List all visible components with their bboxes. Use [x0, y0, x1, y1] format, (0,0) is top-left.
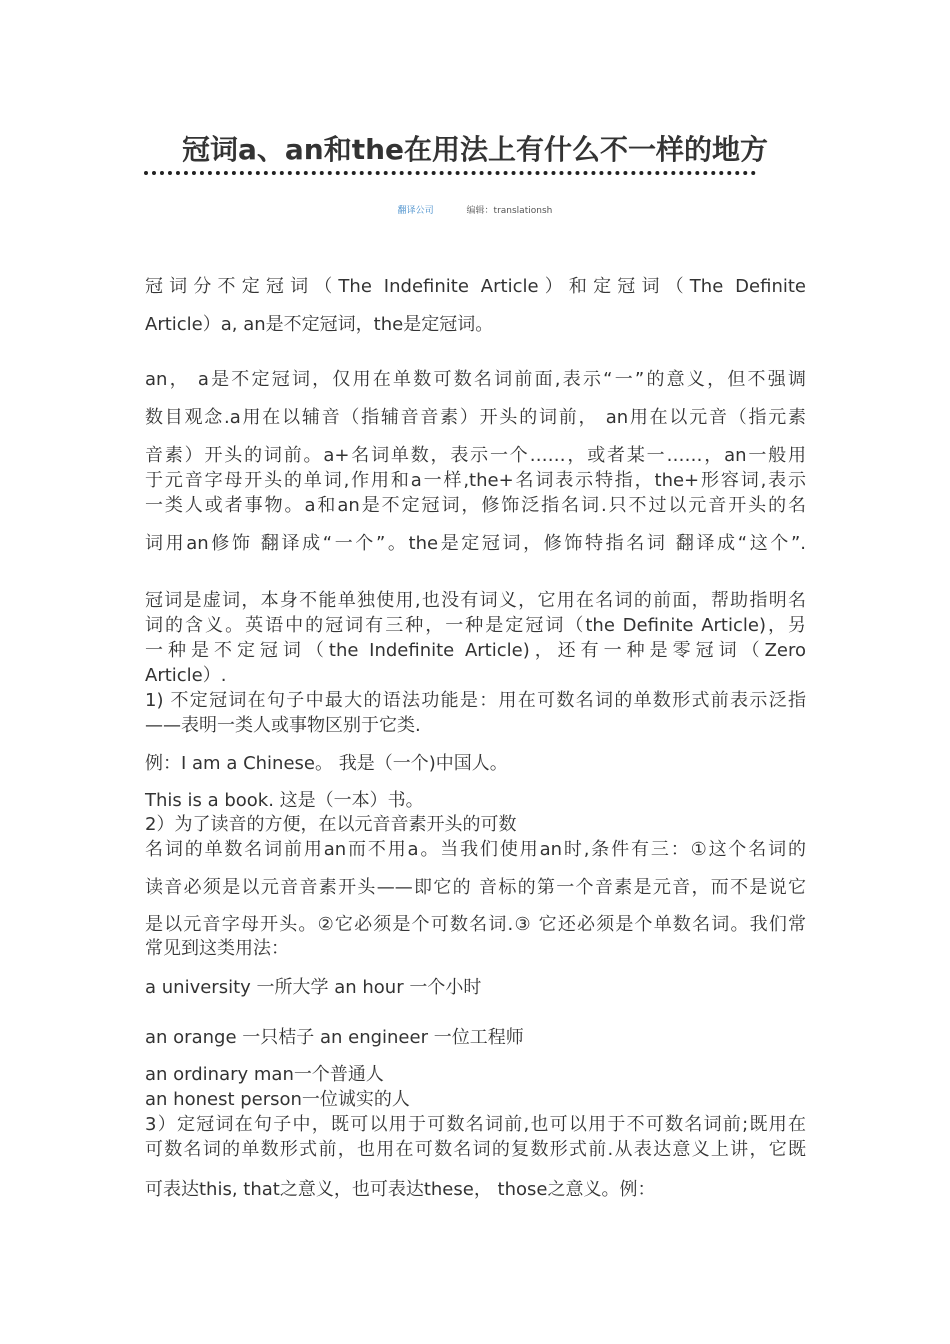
text-line: 冠词是虚词，本身不能单独使用,也没有词义，它用在名词的前面，帮助指明名	[145, 590, 806, 611]
text-line: a university 一所大学 an hour 一个小时	[145, 977, 482, 998]
paragraph	[145, 1024, 806, 1052]
paragraph	[145, 787, 806, 961]
text-line: ——表明一类人或事物区别于它类.	[145, 715, 421, 736]
text-line: Article）a, an是不定冠词，the是定冠词。	[145, 314, 494, 335]
paragraph	[145, 588, 806, 738]
text-line: 词用an修饰 翻译成“一个”。the是定冠词，修饰特指名词 翻译成“这个”.	[145, 533, 806, 554]
text-line: 于元音字母开头的单词,作用和a一样,the+名词表示特指，the+形容词,表示	[145, 470, 806, 491]
text-line: 冠词分不定冠词（The Indefinite Article）和定冠词（The Definite	[145, 276, 806, 297]
text-line: 数目观念.a用在以辅音（指辅音音素）开头的词前， an用在以元音（指元素	[145, 407, 806, 428]
text-line: an ordinary man一个普通人	[145, 1064, 384, 1085]
paragraph	[145, 268, 806, 344]
paragraph	[145, 750, 806, 778]
text-line: 音素）开头的词前。a+名词单数，表示一个……，或者某一……，an一般用	[145, 445, 806, 466]
text-line: 1) 不定冠词在句子中最大的语法功能是：用在可数名词的单数形式前表示泛指	[145, 690, 806, 711]
text-line: 名词的单数名词前用an而不用a。当我们使用an时,条件有三：①这个名词的	[145, 839, 806, 860]
text-line: 例：I am a Chinese。 我是（一个)中国人。	[145, 753, 508, 774]
text-line: 常见到这类用法：	[145, 938, 289, 959]
paragraph	[145, 365, 806, 559]
paragraph	[145, 1062, 806, 1205]
company-link[interactable]: 翻译公司	[397, 206, 434, 216]
editor-label: 编辑：translationsh	[466, 206, 553, 216]
text-line: 读音必须是以元音音素开头——即它的 音标的第一个音素是元音，而不是说它	[145, 877, 806, 898]
text-line: 词的含义。英语中的冠词有三种，一种是定冠词（the Definite Article)，另	[145, 615, 806, 636]
text-line: 是以元音字母开头。②它必须是个可数名词.③ 它还必须是个单数名词。我们常	[145, 914, 806, 935]
text-line: an honest person一位诚实的人	[145, 1089, 410, 1110]
text-line: 一种是不定冠词（the Indefinite Article)，还有一种是零冠词（Zero	[145, 640, 806, 661]
text-line: 3）定冠词在句子中，既可以用于可数名词前,也可以用于不可数名词前;既用在	[145, 1114, 806, 1135]
text-line: Article）.	[145, 665, 227, 686]
text-line: 2）为了读音的方便，在以元音音素开头的可数	[145, 814, 517, 835]
title-dotted-divider	[144, 171, 756, 175]
article-meta	[0, 204, 950, 218]
text-line: This is a book. 这是（一本）书。	[145, 790, 424, 811]
text-line: 可表达this, that之意义，也可表达these， those之意义。例：	[145, 1179, 656, 1200]
text-line: an， a是不定冠词，仅用在单数可数名词前面,表示“一”的意义，但不强调	[145, 369, 806, 390]
text-line: 可数名词的单数形式前，也用在可数名词的复数形式前.从表达意义上讲，它既	[145, 1139, 806, 1160]
text-line: 一类人或者事物。a和an是不定冠词，修饰泛指名词.只不过以元音开头的名	[145, 495, 806, 516]
text-line: an orange 一只桔子 an engineer 一位工程师	[145, 1027, 524, 1048]
paragraph	[145, 974, 806, 1002]
document-title: 冠词a、an和the在用法上有什么不一样的地方	[181, 133, 769, 166]
